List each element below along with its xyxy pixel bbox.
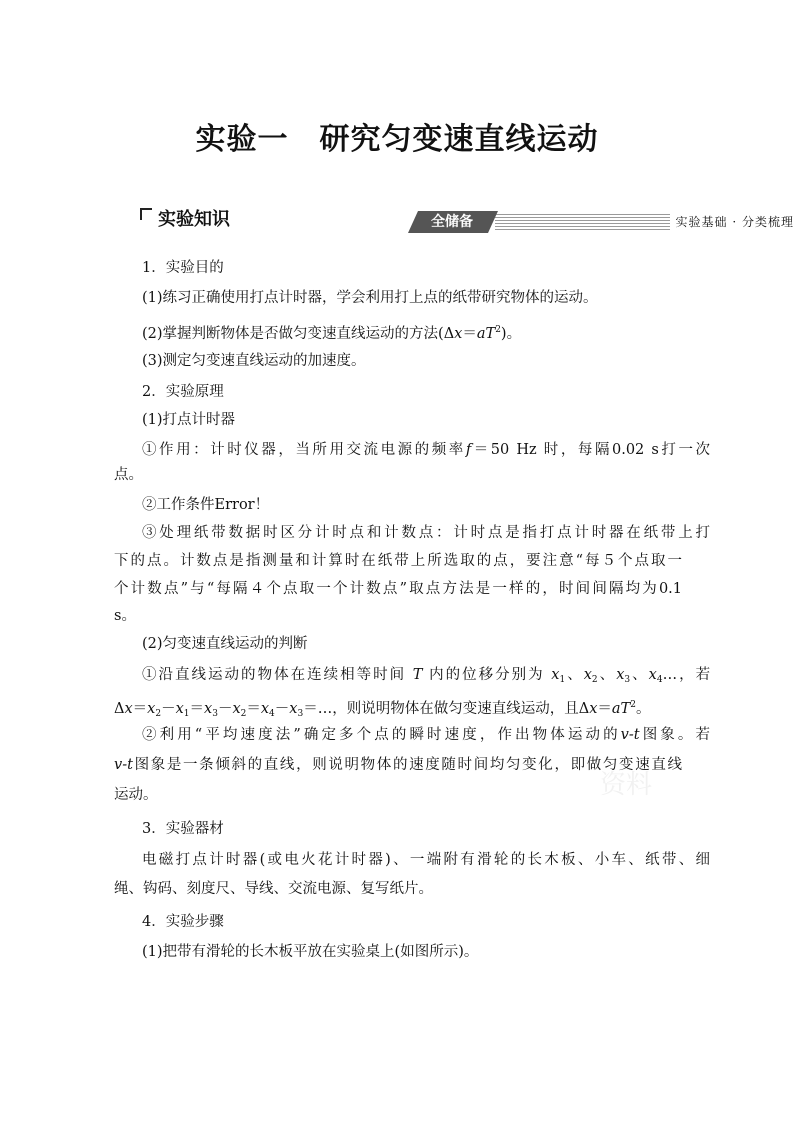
s4-heading: 4．实验步骤 xyxy=(142,914,224,930)
s2-c2: ②工作条件Error！ xyxy=(142,497,270,513)
s2-c3-line-3: 个计数点”与“每隔４个点取一个计数点”取点方法是一样的，时间间隔均为0.1 xyxy=(114,581,682,597)
watermark-text: 资料 xyxy=(600,770,653,800)
banner-tag-label: 全储备 xyxy=(431,214,473,230)
section-banner xyxy=(140,208,794,234)
s2-c3-line-1: ③处理纸带数据时区分计时点和计数点：计时点是指打点计时器在纸带上打 xyxy=(142,525,710,541)
s1-line-3: (3)测定匀变速直线运动的加速度。 xyxy=(142,353,366,369)
s2-d2-line-2: v-t图象是一条倾斜的直线，则说明物体的速度随时间均匀变化，即做匀变速直线 xyxy=(114,757,682,773)
s1-line-1: (1)练习正确使用打点计时器，学会利用打上点的纸带研究物体的运动。 xyxy=(142,290,598,306)
s3-line-2: 绳、钩码、刻度尺、导线、交流电源、复写纸片。 xyxy=(114,881,433,897)
page-title: 实验一 研究匀变速直线运动 xyxy=(195,122,599,157)
s2-d1-line-1: ①沿直线运动的物体在连续相等时间 T 内的位移分别为 $x_1$、$x_2$、$x_3$、$x_4\dots$，若 xyxy=(142,667,711,685)
s2-c3-line-2: 下的点。计数点是指测量和计算时在纸带上所选取的点，要注意“每５个点取一 xyxy=(114,553,682,569)
s3-line-1: 电磁打点计时器(或电火花计时器)、一端附有滑轮的长木板、小车、纸带、细 xyxy=(142,852,710,868)
s2-d2-line-3: 运动。 xyxy=(114,787,158,803)
s1-line-2: (2)掌握判断物体是否做匀变速直线运动的方法$(\Delta x=aT^2)$。 xyxy=(142,325,522,342)
s3-heading: 3．实验器材 xyxy=(142,821,224,837)
s2-heading: 2．实验原理 xyxy=(142,384,224,400)
s1-heading: 1．实验目的 xyxy=(142,260,224,276)
s2-d1-line-2: $\Delta x=x_2-x_1=x_3-x_2=x_4-x_3=\dots$，则说明物体在做匀变速直线运动，且$\Delta x=aT^2$。 xyxy=(114,700,651,719)
s2-d2-line-1: ②利用“平均速度法”确定多个点的瞬时速度，作出物体运动的v-t图象。若 xyxy=(142,727,710,743)
s2-c1-line-2: 点。 xyxy=(114,467,143,483)
s2-sub-1: (1)打点计时器 xyxy=(142,412,236,428)
s2-c1-line-1: ①作用：计时仪器，当所用交流电源的频率f＝50 Hz 时，每隔0.02 s打一次 xyxy=(142,442,710,458)
s2-sub-2: (2)匀变速直线运动的判断 xyxy=(142,636,308,652)
s2-c3-line-4: s。 xyxy=(114,608,136,624)
banner-tag xyxy=(408,211,498,233)
banner-subtitle: 实验基础 · 分类梳理 xyxy=(670,212,794,232)
banner-title: 实验知识 xyxy=(158,209,230,230)
s4-line-1: (1)把带有滑轮的长木板平放在实验桌上(如图所示)。 xyxy=(142,944,479,960)
banner-corner-mark xyxy=(140,208,152,220)
